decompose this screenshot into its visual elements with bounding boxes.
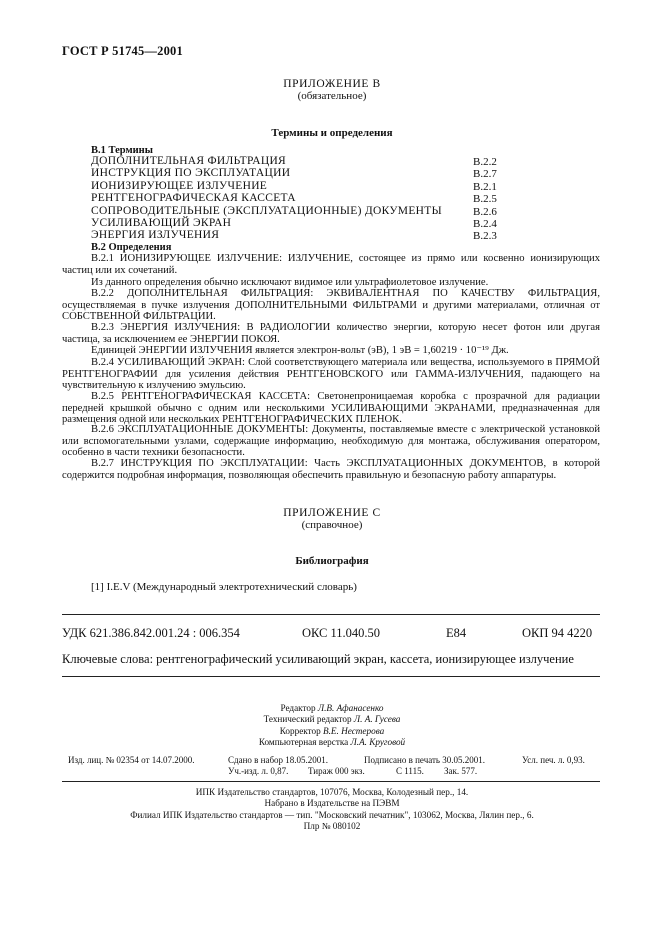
bibliography-entry: [1] I.E.V (Международный электротехнический словарь) <box>91 581 357 593</box>
publication-license: Изд. лиц. № 02354 от 14.07.2000. <box>68 755 195 765</box>
term-ref: В.2.5 <box>473 193 497 205</box>
document-code: ГОСТ Р 51745—2001 <box>62 44 183 58</box>
e-code: Е84 <box>446 626 467 640</box>
appendix-b-status: (обязательное) <box>297 90 367 102</box>
term-name: ДОПОЛНИТЕЛЬНАЯ ФИЛЬТРАЦИЯ <box>91 155 287 167</box>
definition-paragraph: В.2.1 ИОНИЗИРУЮЩЕЕ ИЗЛУЧЕНИЕ: ИЗЛУЧЕНИЕ, состоящее из прямо или косвенно ионизирующих частиц или их сочетаний. <box>62 253 600 276</box>
definition-paragraph: В.2.6 ЭКСПЛУАТАЦИОННЫЕ ДОКУМЕНТЫ: Документы, поставляемые вместе с электрической установкой или вспомогательными узлами, содержащие информацию, необходимую для монтажа, обслуживания оператором, особенно в части техники безопасности. <box>62 424 600 459</box>
footer-printer: Филиал ИПК Издательство стандартов — тип. "Московский печатник", 103062, Москва, Лялин пер., 6. <box>130 810 534 820</box>
definition-paragraph: В.2.4 УСИЛИВАЮЩИЙ ЭКРАН: Слой соответствующего материала или вещества, используемого в ПРЯМОЙ РЕНТГЕНОГРАФИИ для усиления действия РЕНТГЕНОВСКОГО или ГАММА-ИЗЛУЧЕНИЯ, падающего на чувствительную к излучению эмульсию. <box>62 357 600 392</box>
footer-publisher: ИПК Издательство стандартов, 107076, Москва, Колодезный пер., 14. <box>195 787 469 797</box>
section-b2-label: В.2 Определения <box>91 242 172 253</box>
term-name: ИНСТРУКЦИЯ ПО ЭКСПЛУАТАЦИИ <box>91 167 291 179</box>
publication-signed: Подписано в печать 30.05.2001. <box>364 755 486 765</box>
term-ref: В.2.4 <box>473 218 497 230</box>
definition-paragraph: В.2.7 ИНСТРУКЦИЯ ПО ЭКСПЛУАТАЦИИ: Часть ЭКСПЛУАТАЦИОННЫХ ДОКУМЕНТОВ, в которой содержится подробная информация, позволяющая обеспечить правильную и безопасную работу аппаратуры. <box>62 458 600 481</box>
term-name: ИОНИЗИРУЮЩЕЕ ИЗЛУЧЕНИЕ <box>91 180 268 192</box>
definition-paragraph: В.2.2 ДОПОЛНИТЕЛЬНАЯ ФИЛЬТРАЦИЯ: ЭКВИВАЛЕНТНАЯ ПО КАЧЕСТВУ ФИЛЬТРАЦИЯ, осуществляемая в пучке излучения ДОПОЛНИТЕЛЬНЫМИ ФИЛЬТРАМИ и другими материалами, отличная от СОБСТВЕННОЙ ФИЛЬТРАЦИИ. <box>62 288 600 323</box>
publication-order: Зак. 577. <box>444 766 478 776</box>
term-ref: В.2.6 <box>473 206 497 218</box>
definition-paragraph: В.2.5 РЕНТГЕНОГРАФИЧЕСКАЯ КАССЕТА: Светонепроницаемая коробка с прозрачной для радиации передней крышкой обычно с одним или несколькими УСИЛИВАЮЩИМИ ЭКРАНАМИ, предназначенная для размещения одной или нескольких РЕНТГЕНОГРАФИЧЕСКИХ ПЛЕНОК. <box>62 391 600 426</box>
term-ref: В.2.2 <box>473 156 497 168</box>
appendix-c-title: ПРИЛОЖЕНИЕ С <box>283 507 381 519</box>
publication-run: Тираж 000 экз. <box>308 766 365 776</box>
footer-typeset: Набрано в Издательстве на ПЭВМ <box>264 798 400 808</box>
divider <box>62 781 600 782</box>
oks-code: ОКС 11.040.50 <box>302 626 381 640</box>
imprint-editor: Редактор Л.В. Афанасенко <box>280 703 384 713</box>
term-name: РЕНТГЕНОГРАФИЧЕСКАЯ КАССЕТА <box>91 192 296 204</box>
imprint-tech-editor: Технический редактор Л. А. Гусева <box>263 714 401 724</box>
appendix-b-title: ПРИЛОЖЕНИЕ В <box>283 78 381 90</box>
term-name: УСИЛИВАЮЩИЙ ЭКРАН <box>91 217 232 229</box>
definition-paragraph: Из данного определения обычно исключают видимое или ультрафиолетовое излучение. <box>91 277 489 288</box>
appendix-c-status: (справочное) <box>301 519 363 531</box>
publication-sent: Сдано в набор 18.05.2001. <box>228 755 329 765</box>
divider <box>62 676 600 677</box>
appendix-c-heading: Библиография <box>295 555 369 567</box>
section-b1-label: В.1 Термины <box>91 145 153 156</box>
term-ref: В.2.1 <box>473 181 497 193</box>
appendix-b-heading: Термины и определения <box>271 127 393 139</box>
okp-code: ОКП 94 4220 <box>522 626 593 640</box>
publication-sheets: Усл. печ. л. 0,93. <box>522 755 585 765</box>
definition-paragraph: Единицей ЭНЕРГИИ ИЗЛУЧЕНИЯ является электрон-вольт (эВ), 1 эВ = 1,60219 · 10⁻¹⁹ Дж. <box>91 345 509 356</box>
term-ref: В.2.7 <box>473 168 497 180</box>
publication-c: С 1115. <box>396 766 424 776</box>
divider <box>62 614 600 615</box>
term-name: ЭНЕРГИЯ ИЗЛУЧЕНИЯ <box>91 229 220 241</box>
keywords: Ключевые слова: рентгенографический усиливающий экран, кассета, ионизирующее излучение <box>62 652 574 666</box>
imprint-corrector: Корректор В.Е. Нестерова <box>279 726 385 736</box>
publication-edsheets: Уч.-изд. л. 0,87. <box>228 766 289 776</box>
footer-plr: Плр № 080102 <box>303 821 361 831</box>
imprint-layout: Компьютерная верстка Л.А. Круговой <box>258 737 406 747</box>
term-name: СОПРОВОДИТЕЛЬНЫЕ (ЭКСПЛУАТАЦИОННЫЕ) ДОКУМЕНТЫ <box>91 205 442 217</box>
definition-paragraph: В.2.3 ЭНЕРГИЯ ИЗЛУЧЕНИЯ: В РАДИОЛОГИИ количество энергии, которую несет фотон или другая частица, за исключением ее ЭНЕРГИИ ПОКОЯ. <box>62 322 600 345</box>
term-ref: В.2.3 <box>473 230 497 242</box>
udk-code: УДК 621.386.842.001.24 : 006.354 <box>62 626 240 640</box>
